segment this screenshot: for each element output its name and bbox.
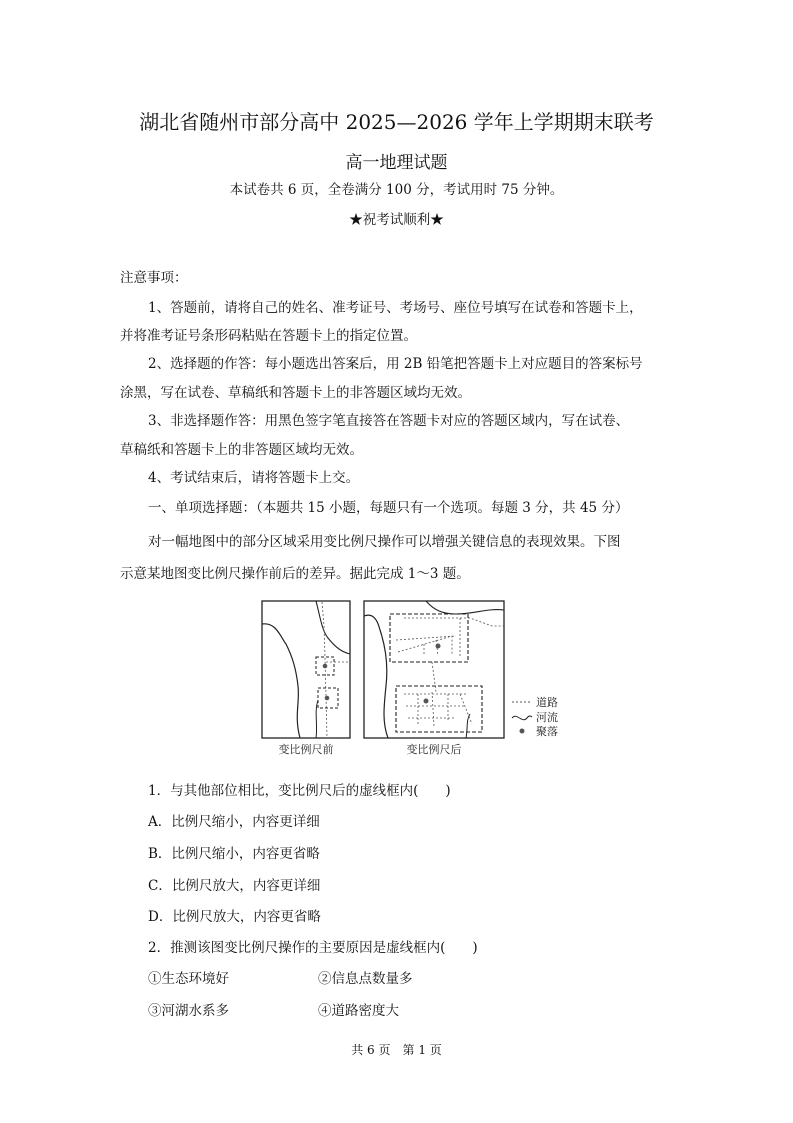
map-after [364,601,504,738]
section-heading: 一、单项选择题：（本题共 15 小题，每题只有一个选项。每题 3 分，共 45 分） [148,500,629,516]
settlement-dot [436,644,441,649]
intro-line-1: 对一幅地图中的部分区域采用变比例尺操作可以增强关键信息的表现效果。下图 [148,534,621,550]
page-footer: 共 6 页 第 1 页 [351,1043,442,1057]
q2-stem: 2．推测该图变比例尺操作的主要原因是虚线框内( ) [148,940,478,956]
exam-subtitle: 高一地理试题 [345,153,448,173]
q2-option-3: ③河湖水系多 [148,1003,229,1019]
legend-river-symbol [512,716,532,720]
legend-river-label: 河流 [536,711,558,724]
river-line [426,601,504,614]
q2-option-2: ②信息点数量多 [318,971,413,987]
river-line [316,601,350,654]
q2-option-1: ①生态环境好 [148,971,229,987]
note-line-4: 涂黑，写在试卷、草稿纸和答题卡上的非答题区域均无效。 [120,385,471,401]
q1-option-d: D．比例尺放大，内容更省略 [148,909,321,925]
intro-line-2: 示意某地图变比例尺操作前后的差异。据此完成 1～3 题。 [120,566,470,582]
map-legend [512,696,558,738]
scale-change-figure [256,596,582,760]
settlement-dot [325,696,330,701]
road-line [322,602,327,738]
exam-title: 湖北省随州市部分高中 2025—2026 学年上学期期末联考 [139,110,654,134]
river-line [262,624,300,738]
dashed-box [396,686,482,732]
legend-settlement-symbol [520,729,525,734]
q1-option-a: A．比例尺缩小，内容更详细 [148,814,320,830]
note-line-2: 并将准考证号条形码粘贴在答题卡上的指定位置。 [120,328,417,344]
caption-after: 变比例尺后 [406,743,462,756]
road-line [404,618,504,626]
q1-option-c: C．比例尺放大，内容更详细 [148,878,321,894]
map-before [262,601,350,738]
notes-heading: 注意事项： [120,270,188,286]
note-line-5: 3、非选择题作答：用黑色签字笔直接答在答题卡对应的答题区域内，写在试卷、 [148,413,630,429]
settlement-dot [424,699,429,704]
note-line-3: 2、选择题的作答：每小题选出答案后，用 2B 铅笔把答题卡上对应题目的答案标号 [148,356,643,372]
caption-before: 变比例尺前 [278,743,334,756]
legend-road-label: 道路 [536,696,558,709]
q1-option-b: B．比例尺缩小，内容更省略 [148,846,320,862]
road-line [432,662,436,692]
note-line-7: 4、考试结束后，请将答题卡上交。 [148,470,360,486]
note-line-6: 草稿纸和答题卡上的非答题区域均无效。 [120,442,363,458]
q1-stem: 1．与其他部位相比，变比例尺后的虚线框内( ) [148,783,451,799]
settlement-dot [323,664,328,669]
exam-info: 本试卷共 6 页，全卷满分 100 分，考试用时 75 分钟。 [229,182,564,198]
note-line-1: 1、答题前，请将自己的姓名、准考证号、考场号、座位号填写在试卷和答题卡上， [148,300,643,316]
exam-wish: ★祝考试顺利★ [349,212,444,228]
river-line [364,615,388,738]
q2-option-4: ④道路密度大 [318,1003,399,1019]
legend-settlement-label: 聚落 [536,725,558,738]
